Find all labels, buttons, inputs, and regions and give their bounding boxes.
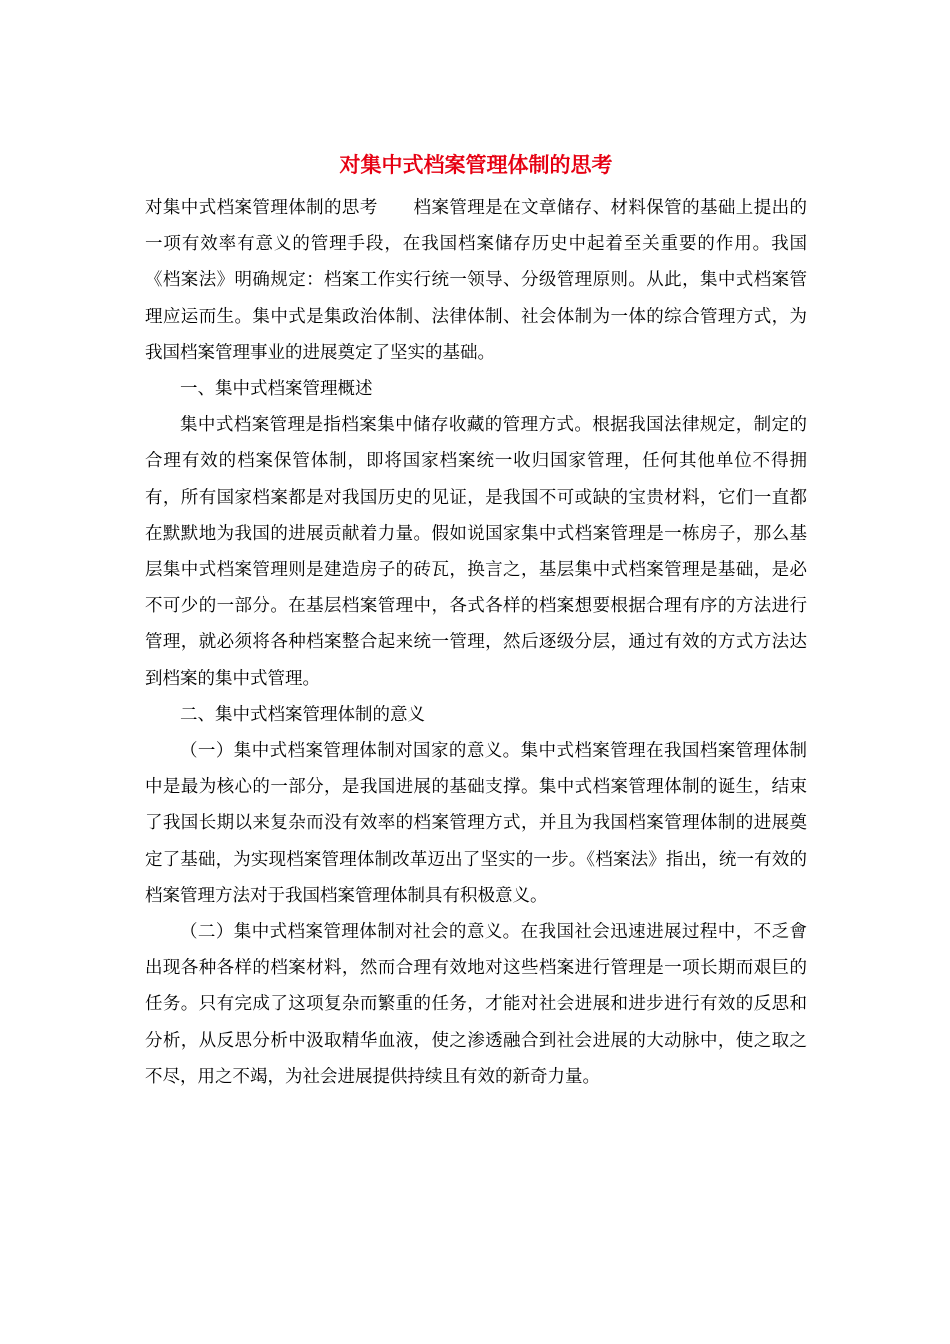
social-significance-paragraph: （二）集中式档案管理体制对社会的意义。在我国社会迅速进展过程中，不乏會出现各种各样的档案材料，然而合理有效地对这些档案进行管理是一项长期而艰巨的任务。只有完成了这项复杂而繁重的任务，才能对社会进展和进步进行有效的反思和分析，从反思分析中汲取精华血液，使之渗透融合到社会进展的大动脉中，使之取之不尽，用之不竭，为社会进展提供持续且有效的新奇力量。 [145, 922, 807, 1087]
document-title: 对集中式档案管理体制的思考 [339, 152, 613, 177]
intro-paragraph: 对集中式档案管理体制的思考 档案管理是在文章储存、材料保管的基础上提出的一项有效率有意义的管理手段，在我国档案储存历史中起着至关重要的作用。我国《档案法》明确规定：档案工作实行统一领导、分级管理原则。从此，集中式档案管理应运而生。集中式是集政治体制、法律体制、社会体制为一体的综合管理方式，为我国档案管理事业的进展奠定了坚实的基础。 [145, 198, 807, 363]
document-page [145, 150, 807, 1095]
national-significance-paragraph: （一）集中式档案管理体制对国家的意义。集中式档案管理在我国档案管理体制中是最为核心的一部分，是我国进展的基础支撑。集中式档案管理体制的诞生，结束了我国长期以来复杂而没有效率的档案管理方式，并且为我国档案管理体制的进展奠定了基础，为实现档案管理体制改革迈出了坚实的一步。《档案法》指出，统一有效的档案管理方法对于我国档案管理体制具有积极意义。 [145, 741, 807, 906]
section-heading-overview: 一、集中式档案管理概述 [180, 379, 373, 400]
overview-paragraph: 集中式档案管理是指档案集中储存收藏的管理方式。根据我国法律规定，制定的合理有效的档案保管体制，即将国家档案统一收归国家管理，任何其他单位不得拥有，所有国家档案都是对我国历史的见证，是我国不可或缺的宝贵材料，它们一直都在默默地为我国的进展贡献着力量。假如说国家集中式档案管理是一栋房子，那么基层集中式档案管理则是建造房子的砖瓦，换言之，基层集中式档案管理是基础，是必不可少的一部分。在基层档案管理中，各式各样的档案想要根据合理有序的方法进行管理，就必须将各种档案整合起来统一管理，然后逐级分层，通过有效的方式方法达到档案的集中式管理。 [145, 415, 807, 689]
section-heading-significance: 二、集中式档案管理体制的意义 [180, 704, 425, 725]
